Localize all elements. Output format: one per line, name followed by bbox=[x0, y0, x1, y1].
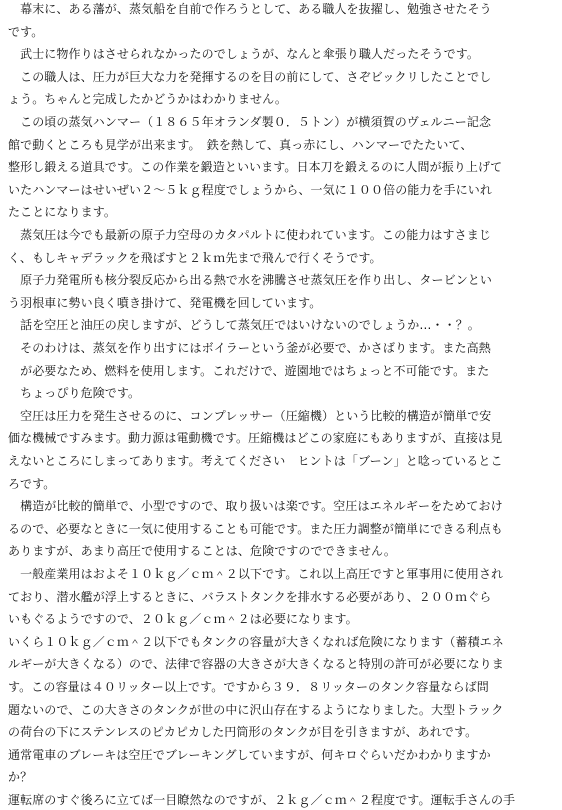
document-line: 題ないので、この大きさのタンクが世の中に沢山存在するようになりました。大型トラック bbox=[8, 702, 504, 717]
document-line: 幕末に、ある藩が、蒸気船を自前で作ろうとして、ある職人を抜擢し、勉強させたそう bbox=[8, 2, 492, 16]
document-line: いくら１０ｋｇ／ｃｍ＾２以下でもタンクの容量が大きくなれば危険になります（蓄積エネ bbox=[8, 634, 504, 649]
document-line: 一般産業用はおよそ１０ｋｇ／ｃｍ＾２以下です。これ以上高圧ですと軍事用に使用され bbox=[8, 567, 504, 581]
document-line: 蒸気圧は今でも最新の原子力空母のカタパルトに使われています。この能力はすさまじ bbox=[8, 228, 491, 242]
document-line: す。この容量は４０リッター以上です。ですから３９．８リッターのタンク容量ならば問 bbox=[8, 680, 489, 694]
document-line: いたハンマーはせいぜい２～５ｋｇ程度でしょうから、一気に１００倍の能力を手にいれ bbox=[8, 182, 493, 197]
document-line: たことになります。 bbox=[8, 205, 116, 220]
document-line: そのわけは、蒸気を作り出すにはボイラーという釜が必要で、かさばります。また高熱 bbox=[8, 341, 491, 355]
document-line: ルギーが大きくなる）ので、法律で容器の大きさが大きくなると特別の許可が必要になりま bbox=[8, 657, 504, 672]
document-line: いもぐるようですので、２０ｋｇ／ｃｍ＾２は必要になります。 bbox=[8, 612, 358, 627]
document-line: です。 bbox=[8, 24, 44, 39]
document-line: の荷台の下にステンレスのピカピカした円筒形のタンクが目を引きますが、あれです。 bbox=[8, 725, 478, 740]
document-line: えないところにしまってあります。考えてください ヒントは「ブーン」と唸っているとこ bbox=[8, 454, 503, 468]
document-line: 空圧は圧力を発生させるのに、コンプレッサー（圧縮機）という比較的構造が簡単で安 bbox=[8, 408, 492, 423]
document-line: 整形し鍛える道具です。この作業を鍛造といいます。日本刀を鍛えるのに人間が振り上げて bbox=[8, 160, 503, 175]
document-line: 原子力発電所も核分裂反応から出る熱で水を沸騰させ蒸気圧を作り出し、タービンとい bbox=[8, 273, 493, 288]
document-line: が必要なため、燃料を使用します。これだけで、遊園地ではちょっと不可能です。また bbox=[8, 363, 490, 378]
document-line: 武士に物作りはさせられなかったのでしょうが、なんと傘張り職人だったそうです。 bbox=[8, 47, 479, 62]
document-line: 話を空圧と油圧の戻しますが、どうして蒸気圧ではいけないのでしょうか…・・？。 bbox=[8, 318, 480, 333]
document-line: 通常電車のブレーキは空圧でブレーキングしていますが、何キロぐらいだかわかりますか bbox=[8, 747, 491, 762]
document-line: ており、潜水艦が浮上するときに、バラストタンクを排水する必要があり、２００ｍぐら bbox=[8, 589, 492, 604]
document-line: ろです。 bbox=[8, 476, 56, 491]
document-line: ありますが、あまり高圧で使用することは、危険ですのでできません。 bbox=[8, 544, 396, 559]
document-line: ょう。ちゃんと完成したかどうかはわかりません。 bbox=[8, 92, 288, 107]
document-line: この職人は、圧力が巨大な力を発揮するのを目の前にして、さぞビックリしたことでし bbox=[8, 69, 492, 84]
document-line: 価な機械ですみます。動力源は電動機です。圧縮機はどこの家庭にもありますが、直接は見 bbox=[8, 431, 503, 446]
document-line: か？ bbox=[8, 770, 33, 785]
document-line: ちょっぴり危険です。 bbox=[8, 386, 141, 401]
document-line: 構造が比較的簡単で、小型ですので、取り扱いは楽です。空圧はエネルギーをためておけ bbox=[8, 499, 503, 514]
document-line: この頃の蒸気ハンマー（１８６５年オランダ製０．５トン）が横須賀のヴェルニー記念 bbox=[8, 115, 492, 129]
document-line: 運転席のすぐ後ろに立てば一目瞭然なのですが、２ｋｇ／ｃｍ＾２程度です。運転手さんの手 bbox=[8, 793, 516, 807]
document-line: く、もしキャデラックを飛ばすと２ｋｍ先まで飛んで行くそうです。 bbox=[8, 250, 382, 265]
document-line: るので、必要なときに一気に使用することも可能です。また圧力調整が簡単にできる利点も bbox=[8, 521, 503, 536]
document-line: う羽根車に勢い良く噴き掛けて、発電機を回しています。 bbox=[8, 295, 322, 310]
document-line: 館で動くところも見学が出来ます。 鉄を熱して、真っ赤にし、ハンマーでたたいて、 bbox=[8, 137, 473, 152]
